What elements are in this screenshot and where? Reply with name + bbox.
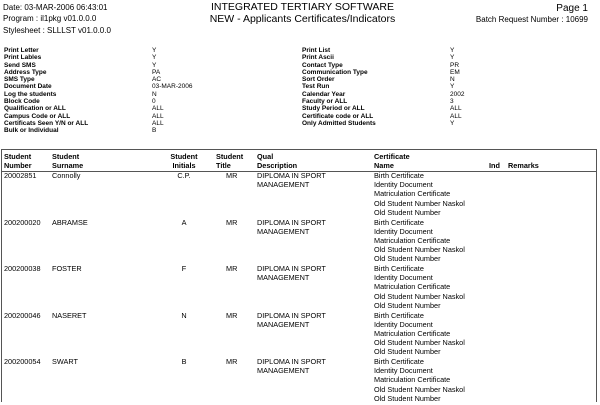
- qual-description: DIPLOMA IN SPORT: [257, 264, 326, 273]
- qual-description: DIPLOMA IN SPORT: [257, 171, 326, 180]
- parameter-value: 2002: [450, 90, 465, 98]
- parameter-value: Y: [450, 54, 455, 62]
- col-header-student-initials: Student Initials: [170, 152, 198, 170]
- student-surname: NASERET: [52, 310, 87, 320]
- certificate-name: Old Student Number Naskol: [374, 338, 465, 348]
- qual-description: MANAGEMENT: [257, 273, 310, 283]
- parameter-row: [302, 120, 502, 127]
- parameter-row: [302, 83, 502, 90]
- batch-request-number: Batch Request Number : 10699: [475, 15, 588, 24]
- parameter-label: Calendar Year: [302, 90, 346, 98]
- student-number: 200200054: [4, 357, 41, 366]
- certificate-name: Matriculation Certificate: [374, 328, 451, 338]
- student-initials: C.P.: [177, 171, 191, 180]
- student-surname: Connolly: [52, 171, 81, 180]
- report-date: Date: 03-MAR-2006 06:43:01: [3, 3, 108, 12]
- certificate-name: Old Student Number Naskol: [374, 384, 465, 394]
- parameter-label: Certificats Seen Y/N or ALL: [4, 119, 89, 127]
- parameter-value: 0: [152, 98, 156, 106]
- student-surname: FOSTER: [52, 264, 82, 273]
- parameter-value: Y: [152, 54, 157, 62]
- parameter-value: ALL: [152, 112, 164, 120]
- parameter-value: ALL: [450, 112, 462, 120]
- col-header-student-number: Student Number: [4, 152, 32, 170]
- page-number: Page 1: [556, 3, 588, 14]
- certificate-name: Old Student Number Naskol: [374, 245, 465, 255]
- col-header-student-title: Student Title: [216, 152, 244, 170]
- col-header-student-surname: Student Surname: [52, 152, 84, 170]
- parameter-value: N: [450, 76, 455, 84]
- certificate-name: Old Student Number: [374, 207, 441, 217]
- parameter-row: [4, 105, 204, 112]
- parameter-label: Log the students: [4, 90, 57, 98]
- col-header-ind: Ind: [489, 161, 500, 170]
- parameter-row: [302, 47, 502, 54]
- student-title: MR: [226, 264, 238, 273]
- qual-description: MANAGEMENT: [257, 180, 310, 190]
- parameter-value: Y: [450, 83, 455, 91]
- certificate-name: Birth Certificate: [374, 264, 424, 273]
- parameter-row: [302, 98, 502, 105]
- student-initials: N: [181, 310, 187, 320]
- parameter-label: Print List: [302, 47, 331, 54]
- student-initials: F: [181, 264, 187, 273]
- parameter-label: Certificate code or ALL: [302, 112, 374, 120]
- student-number: 200200020: [4, 217, 41, 227]
- parameter-value: Y: [152, 47, 157, 54]
- certificate-name: Birth Certificate: [374, 357, 424, 366]
- parameter-value: AC: [152, 76, 162, 84]
- parameter-label: Campus Code or ALL: [4, 112, 71, 120]
- parameter-label: Bulk or Individual: [4, 127, 59, 135]
- student-initials: B: [181, 357, 187, 366]
- parameter-value: ALL: [152, 119, 164, 127]
- certificate-name: Matriculation Certificate: [374, 189, 451, 199]
- student-number: 200200038: [4, 264, 41, 273]
- parameter-row: [4, 113, 204, 120]
- parameter-value: PA: [152, 68, 161, 76]
- parameter-label: Print Lables: [4, 54, 42, 62]
- parameter-value: 3: [450, 98, 454, 106]
- certificate-name: Birth Certificate: [374, 171, 424, 180]
- parameter-row: [4, 98, 204, 105]
- certificate-name: Old Student Number: [374, 347, 441, 357]
- parameter-label: Block Code: [4, 98, 40, 106]
- student-title: MR: [226, 171, 238, 180]
- parameter-value: ALL: [450, 105, 462, 113]
- parameter-value: 03-MAR-2006: [152, 83, 193, 91]
- parameter-value: N: [152, 90, 157, 98]
- parameter-label: Sort Order: [302, 76, 335, 84]
- parameter-row: [302, 91, 502, 98]
- certificate-name: Birth Certificate: [374, 217, 424, 227]
- student-surname: SWART: [52, 357, 78, 366]
- parameter-label: Qualification or ALL: [4, 105, 66, 113]
- parameter-value: B: [152, 127, 157, 135]
- student-title: MR: [226, 217, 238, 227]
- parameter-value: ALL: [152, 105, 164, 113]
- parameter-row: [4, 54, 204, 61]
- report-program: Program : il1pkg v01.0.0.0: [3, 14, 97, 23]
- qual-description: MANAGEMENT: [257, 319, 310, 329]
- student-title: MR: [226, 310, 238, 320]
- parameter-row: [302, 69, 502, 76]
- student-number: 200200046: [4, 310, 41, 320]
- certificate-name: Old Student Number Naskol: [374, 198, 465, 208]
- certificate-name: Identity Document: [374, 226, 433, 236]
- parameter-row: [4, 91, 204, 98]
- qual-description: DIPLOMA IN SPORT: [257, 217, 326, 227]
- parameter-row: [302, 54, 502, 61]
- parameter-label: Communication Type: [302, 68, 368, 76]
- certificate-name: Old Student Number: [374, 300, 441, 310]
- parameter-row: [302, 105, 502, 112]
- certificate-name: Identity Document: [374, 273, 433, 283]
- parameter-label: Only Admitted Students: [302, 119, 376, 127]
- parameters-left: [4, 47, 204, 135]
- certificate-name: Matriculation Certificate: [374, 375, 451, 385]
- qual-description: MANAGEMENT: [257, 366, 310, 376]
- certificate-name: Birth Certificate: [374, 310, 424, 320]
- student-surname: ABRAMSE: [52, 217, 88, 227]
- parameter-row: [4, 69, 204, 76]
- certificate-name: Old Student Number: [374, 254, 441, 264]
- parameter-row: [302, 113, 502, 120]
- parameter-label: Send SMS: [4, 61, 36, 69]
- parameter-value: Y: [450, 119, 455, 127]
- parameter-value: EM: [450, 68, 460, 76]
- parameter-label: Print Ascii: [302, 54, 334, 62]
- parameter-label: SMS Type: [4, 76, 35, 84]
- certificate-name: Old Student Number: [374, 393, 441, 403]
- qual-description: DIPLOMA IN SPORT: [257, 310, 326, 320]
- certificate-name: Matriculation Certificate: [374, 235, 451, 245]
- parameter-label: Address Type: [4, 68, 47, 76]
- system-title: INTEGRATED TERTIARY SOFTWARE: [211, 1, 394, 13]
- parameter-row: [4, 83, 204, 90]
- parameter-row: [302, 62, 502, 69]
- col-header-remarks: Remarks: [508, 161, 539, 170]
- certificate-name: Matriculation Certificate: [374, 282, 451, 292]
- parameter-label: Document Date: [4, 83, 52, 91]
- parameter-row: [4, 47, 204, 54]
- certificate-name: Old Student Number Naskol: [374, 291, 465, 301]
- parameter-value: Y: [450, 47, 455, 54]
- parameter-label: Faculty or ALL: [302, 98, 348, 106]
- parameter-row: [302, 76, 502, 83]
- report-stylesheet: Stylesheet : SLLLST v01.0.0.0: [3, 26, 111, 35]
- student-initials: A: [181, 217, 187, 227]
- parameter-label: Print Letter: [4, 47, 39, 54]
- qual-description: MANAGEMENT: [257, 226, 310, 236]
- parameter-row: [4, 62, 204, 69]
- parameters-right: [302, 47, 502, 127]
- parameter-label: Test Run: [302, 83, 330, 91]
- report-title: NEW - Applicants Certificates/Indicators: [209, 13, 396, 25]
- parameter-label: Study Period or ALL: [302, 105, 365, 113]
- col-header-qual-description: Qual Description: [257, 152, 298, 170]
- student-title: MR: [226, 357, 238, 366]
- col-header-certificate-name: Certificate Name: [374, 152, 410, 170]
- certificate-name: Identity Document: [374, 366, 433, 376]
- parameter-value: Y: [152, 61, 157, 69]
- parameter-value: PR: [450, 61, 460, 69]
- parameter-label: Contact Type: [302, 61, 343, 69]
- parameter-row: [4, 76, 204, 83]
- certificate-name: Identity Document: [374, 319, 433, 329]
- parameter-row: [4, 120, 204, 127]
- parameter-row: [4, 127, 204, 134]
- qual-description: DIPLOMA IN SPORT: [257, 357, 326, 366]
- certificate-name: Identity Document: [374, 180, 433, 190]
- student-number: 20002851: [4, 171, 37, 180]
